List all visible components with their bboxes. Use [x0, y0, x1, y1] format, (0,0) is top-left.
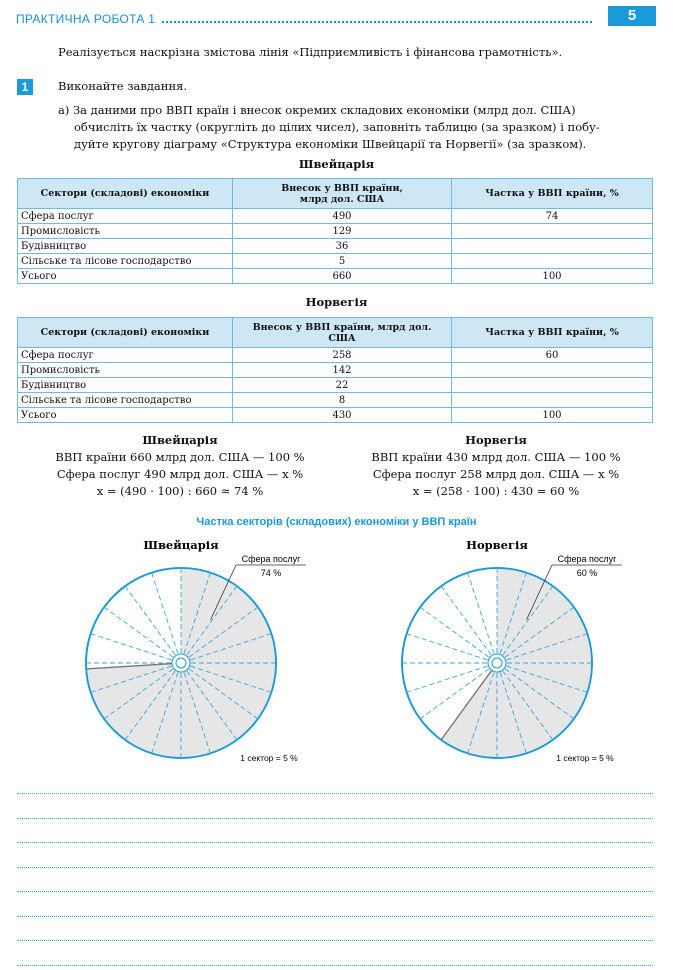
- table-row: [18, 393, 653, 408]
- calc-norway-title: Норвегія: [465, 433, 527, 447]
- table-norway: [17, 317, 653, 423]
- table-row: [18, 269, 653, 284]
- cell-contribution: 36: [233, 239, 452, 254]
- charts-heading: Частка секторів (складових) економіки у ВВП країн: [196, 516, 477, 528]
- calc-line: x = (490 · 100) : 660 ≈ 74 %: [96, 484, 264, 498]
- calc-line: Сфера послуг 490 млрд дол. США — x %: [56, 467, 304, 481]
- table-switzerland: [17, 178, 653, 284]
- cell-sector: Сфера послуг: [18, 209, 233, 224]
- table-norway-caption: Норвегія: [305, 295, 368, 309]
- header-title: ПРАКТИЧНА РОБОТА 1: [16, 12, 156, 26]
- cell-sector: Будівництво: [18, 239, 233, 254]
- pie-label: Сфера послуг: [557, 554, 617, 564]
- cell-sector: Усього: [18, 408, 233, 423]
- cell-share: [452, 224, 653, 239]
- cell-contribution: 430: [233, 408, 452, 423]
- calc-line: ВВП країни 430 млрд дол. США — 100 %: [371, 450, 621, 464]
- task-line-2: обчисліть їх частку (округліть до цілих чисел), заповніть таблицю (за зразком) і побу-: [74, 120, 600, 134]
- writing-line: [17, 842, 653, 843]
- col-header-sector: Сектори (складові) економіки: [18, 179, 233, 209]
- calc-switzerland-title: Швейцарія: [142, 433, 218, 447]
- writing-line: [17, 965, 653, 966]
- task-number: 1: [17, 79, 33, 95]
- cell-sector: Будівництво: [18, 378, 233, 393]
- cell-share: 100: [452, 269, 653, 284]
- cell-share: 100: [452, 408, 653, 423]
- table-row: [18, 209, 653, 224]
- intro-text: Реалізується наскрізна змістова лінія «Підприємливість і фінансова грамотність».: [58, 45, 563, 59]
- task-title: Виконайте завдання.: [58, 79, 188, 93]
- calc-switzerland: [30, 432, 330, 500]
- table-row: [18, 363, 653, 378]
- cell-sector: Усього: [18, 269, 233, 284]
- col-header-sector: Сектори (складові) економіки: [18, 318, 233, 348]
- table-row: [18, 254, 653, 269]
- cell-contribution: 490: [233, 209, 452, 224]
- pie-center-ring: [488, 654, 506, 672]
- cell-sector: Сільське та лісове господарство: [18, 254, 233, 269]
- table-row: [18, 348, 653, 363]
- writing-line: [17, 916, 653, 917]
- table-row: [18, 408, 653, 423]
- cell-contribution: 129: [233, 224, 452, 239]
- calc-line: ВВП країни 660 млрд дол. США — 100 %: [55, 450, 305, 464]
- col-header-contribution: Внесок у ВВП країни, млрд дол. США: [233, 179, 452, 209]
- cell-contribution: 142: [233, 363, 452, 378]
- task-line-3: дуйте кругову діаграму «Структура економіки Швейцарії та Норвегії» (за зразком).: [74, 137, 587, 151]
- cell-share: [452, 363, 653, 378]
- cell-contribution: 22: [233, 378, 452, 393]
- cell-contribution: 8: [233, 393, 452, 408]
- pie-value-label: 60 %: [576, 568, 598, 578]
- page-number: 5: [608, 6, 656, 26]
- col-header-contribution: Внесок у ВВП країни, млрд дол. США: [233, 318, 452, 348]
- calc-norway: [346, 432, 646, 500]
- table-row: [18, 378, 653, 393]
- pie-title: Норвегія: [466, 538, 528, 552]
- writing-line: [17, 940, 653, 941]
- task-text: [58, 102, 658, 153]
- cell-share: [452, 393, 653, 408]
- cell-contribution: 660: [233, 269, 452, 284]
- cell-share: [452, 254, 653, 269]
- table-switzerland-caption: Швейцарія: [298, 157, 375, 171]
- cell-share: [452, 378, 653, 393]
- cell-contribution: 5: [233, 254, 452, 269]
- writing-line: [17, 793, 653, 794]
- writing-line: [17, 891, 653, 892]
- calc-line: x = (258 · 100) : 430 = 60 %: [412, 484, 580, 498]
- pie-charts: [0, 530, 673, 770]
- cell-share: [452, 239, 653, 254]
- header-dotted-line: [162, 21, 592, 23]
- table-row: [18, 239, 653, 254]
- pie-value-label: 74 %: [260, 568, 282, 578]
- table-row: [18, 224, 653, 239]
- pie-label: Сфера послуг: [241, 554, 301, 564]
- pie-center-ring: [172, 654, 190, 672]
- cell-sector: Сфера послуг: [18, 348, 233, 363]
- pie-note: 1 сектор = 5 %: [240, 753, 298, 763]
- task-line-1: а) За даними про ВВП країн і внесок окремих складових економіки (млрд дол. США): [58, 103, 576, 117]
- cell-sector: Сільське та лісове господарство: [18, 393, 233, 408]
- cell-share: 74: [452, 209, 653, 224]
- cell-sector: Промисловість: [18, 363, 233, 378]
- calc-line: Сфера послуг 258 млрд дол. США — x %: [372, 467, 620, 481]
- cell-contribution: 258: [233, 348, 452, 363]
- pie-note: 1 сектор = 5 %: [556, 753, 614, 763]
- writing-line: [17, 818, 653, 819]
- pie-title: Швейцарія: [143, 538, 219, 552]
- col-header-share: Частка у ВВП країни, %: [452, 318, 653, 348]
- cell-sector: Промисловість: [18, 224, 233, 239]
- cell-share: 60: [452, 348, 653, 363]
- writing-line: [17, 867, 653, 868]
- col-header-share: Частка у ВВП країни, %: [452, 179, 653, 209]
